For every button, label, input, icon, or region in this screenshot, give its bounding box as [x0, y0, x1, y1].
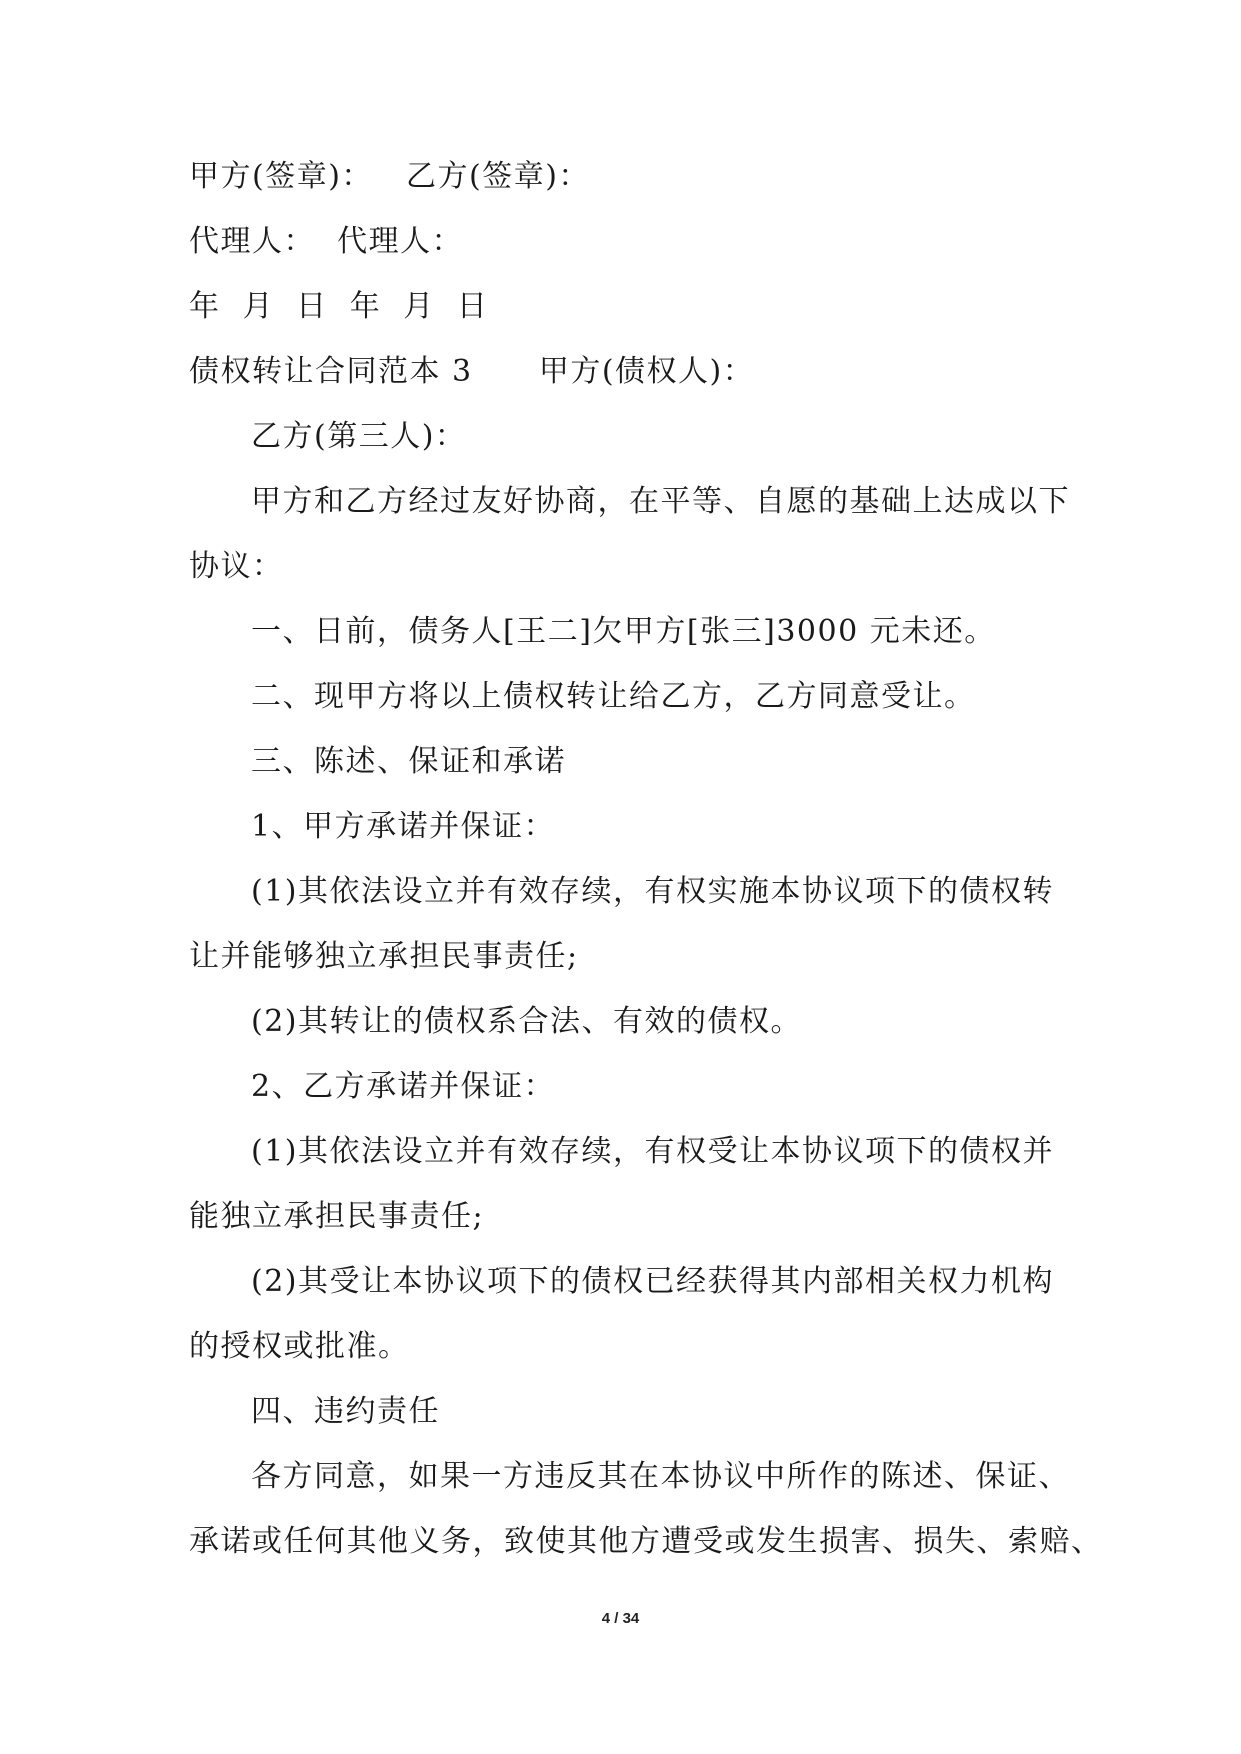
clause-2-line: 二、现甲方将以上债权转让给乙方，乙方同意受让。	[251, 679, 976, 714]
paragraph-line: (1)其依法设立并有效存续，有权受让本协议项下的债权并	[251, 1134, 1054, 1169]
paragraph-line: 甲方和乙方经过友好协商，在平等、自愿的基础上达成以下	[251, 484, 1070, 519]
signature-line-agents: 代理人： 代理人：	[189, 224, 464, 259]
document-body	[189, 155, 1103, 1585]
paragraph-line: 的授权或批准。	[189, 1329, 410, 1364]
party-b-line: 乙方(第三人)：	[251, 419, 467, 454]
paragraph-line: 协议：	[189, 549, 284, 584]
section-heading: 四、违约责任	[251, 1394, 440, 1429]
paragraph-line: (2)其转让的债权系合法、有效的债权。	[251, 1004, 802, 1039]
paragraph-line: (1)其依法设立并有效存续，有权实施本协议项下的债权转	[251, 874, 1054, 909]
paragraph-line: (2)其受让本协议项下的债权已经获得其内部相关权力机构	[251, 1264, 1054, 1299]
section-heading: 三、陈述、保证和承诺	[251, 744, 566, 779]
clause-1-line: 一、日前，债务人[王二]欠甲方[张三]3000 元未还。	[251, 614, 996, 649]
page-number: 4 / 34	[601, 1610, 640, 1627]
signature-line-dates: 年 月 日 年 月 日	[189, 289, 489, 324]
paragraph-line: 让并能够独立承担民事责任;	[189, 939, 579, 974]
paragraph-line: 能独立承担民事责任;	[189, 1199, 485, 1234]
signature-line-parties: 甲方(签章)： 乙方(签章)：	[189, 159, 590, 194]
subsection-heading: 2、乙方承诺并保证：	[251, 1069, 556, 1104]
paragraph-line: 承诺或任何其他义务，致使其他方遭受或发生损害、损失、索赔、	[189, 1524, 1103, 1559]
contract-title-line: 债权转让合同范本 3 甲方(债权人)：	[189, 354, 755, 389]
paragraph-line: 各方同意，如果一方违反其在本协议中所作的陈述、保证、	[251, 1459, 1070, 1494]
subsection-heading: 1、甲方承诺并保证：	[251, 809, 556, 844]
